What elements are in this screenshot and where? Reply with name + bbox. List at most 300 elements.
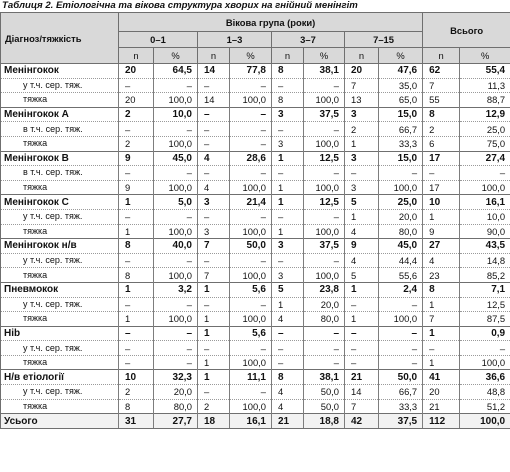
count-cell: 3 [272,268,304,283]
percent-cell: – [230,122,272,137]
percent-cell: 12,5 [460,297,510,312]
count-cell: 8 [423,282,460,297]
count-cell: 1 [272,151,304,166]
percent-cell: 5,6 [230,326,272,341]
sub-row [1,385,510,400]
count-cell: 55 [423,93,460,108]
percent-cell: 55,6 [379,268,423,283]
percent-cell: 20,0 [154,385,198,400]
count-cell: – [198,341,230,356]
percent-cell: 100,0 [230,180,272,195]
count-cell: 1 [345,209,379,224]
percent-cell: 100,0 [154,136,198,151]
count-cell: 3 [272,107,304,122]
percent-cell: 100,0 [154,224,198,239]
percent-cell: 12,9 [460,107,510,122]
percent-cell: 40,0 [154,239,198,254]
percent-cell: 37,5 [304,107,345,122]
percent-cell: 80,0 [304,312,345,327]
percent-cell: 100,0 [154,312,198,327]
percent-cell: 25,0 [379,195,423,210]
percent-cell: 100,0 [230,93,272,108]
sub-row [1,122,510,137]
count-cell: – [423,341,460,356]
n-header: n [198,48,230,64]
count-cell: 1 [198,326,230,341]
severity-label: тяжка [1,180,119,195]
count-cell: 8 [119,239,154,254]
count-cell: 1 [272,224,304,239]
total-column-header: Всього [423,13,510,48]
count-cell: 1 [345,312,379,327]
severity-label: тяжка [1,268,119,283]
table-caption: Таблиця 2. Етіологічна та вікова структура хворих на гнійний менінгіт [2,0,358,11]
count-cell: 9 [345,239,379,254]
percent-cell: 100,0 [230,399,272,414]
count-cell: 7 [345,399,379,414]
count-cell: – [345,326,379,341]
count-cell: 42 [345,414,379,429]
severity-label: у т.ч. сер. тяж. [1,78,119,93]
percent-cell: 100,0 [304,268,345,283]
percent-cell: 44,4 [379,253,423,268]
percent-cell: 50,0 [304,399,345,414]
percent-cell: 5,6 [230,282,272,297]
percent-cell: 100,0 [230,224,272,239]
count-cell: – [198,385,230,400]
percent-cell: 100,0 [230,312,272,327]
percent-cell: – [379,355,423,370]
percent-cell: – [230,385,272,400]
count-cell: 4 [198,180,230,195]
percent-cell: 12,5 [304,195,345,210]
sub-row [1,341,510,356]
percent-cell: 75,0 [460,136,510,151]
percent-cell: 100,0 [230,268,272,283]
count-cell: 1 [345,282,379,297]
percent-cell: 90,0 [460,224,510,239]
count-cell: 2 [119,385,154,400]
diagnosis-row [1,282,510,297]
count-cell: – [272,122,304,137]
count-cell: 1 [198,370,230,385]
age-group-1-3: 1–3 [198,32,272,48]
percent-cell: 15,0 [379,151,423,166]
count-cell: 4 [272,385,304,400]
percent-cell: – [379,297,423,312]
count-cell: – [198,78,230,93]
count-cell: 1 [423,326,460,341]
severity-label: у т.ч. сер. тяж. [1,385,119,400]
percent-cell: 80,0 [154,399,198,414]
count-cell: 1 [272,297,304,312]
diagnosis-label: Н/в етіології [1,370,119,385]
severity-label: у т.ч. сер. тяж. [1,253,119,268]
count-cell: – [345,355,379,370]
count-cell: 3 [345,107,379,122]
percent-cell: – [304,355,345,370]
count-cell: 1 [198,355,230,370]
percent-cell: – [154,166,198,181]
percent-cell: – [379,341,423,356]
count-cell: 23 [423,268,460,283]
percent-cell: 45,0 [379,239,423,254]
count-cell: – [119,341,154,356]
count-cell: 2 [119,107,154,122]
diagnosis-row [1,64,510,79]
percent-cell: – [230,78,272,93]
percent-cell: 48,8 [460,385,510,400]
percent-cell: 27,7 [154,414,198,429]
count-cell: 4 [198,151,230,166]
percent-header: % [230,48,272,64]
percent-cell: – [304,341,345,356]
count-cell: 1 [423,297,460,312]
count-cell: – [198,209,230,224]
percent-cell: 7,1 [460,282,510,297]
sub-row [1,209,510,224]
percent-cell: 12,5 [304,151,345,166]
percent-cell: 43,5 [460,239,510,254]
count-cell: 5 [272,282,304,297]
percent-cell: 21,4 [230,195,272,210]
percent-cell: – [304,78,345,93]
percent-cell: 33,3 [379,399,423,414]
percent-cell: 23,8 [304,282,345,297]
count-cell: 20 [119,64,154,79]
count-cell: 8 [119,399,154,414]
count-cell: 20 [345,64,379,79]
diagnosis-label: Пневмокок [1,282,119,297]
count-cell: 3 [345,151,379,166]
table-header [1,13,510,64]
percent-cell: 20,0 [304,297,345,312]
percent-cell: 32,3 [154,370,198,385]
percent-cell: 36,6 [460,370,510,385]
percent-header: % [304,48,345,64]
count-cell: 5 [345,268,379,283]
count-cell: – [119,326,154,341]
diagnosis-label: Менінгокок С [1,195,119,210]
percent-cell: 55,4 [460,64,510,79]
sub-row [1,253,510,268]
count-cell: – [198,253,230,268]
count-cell: – [272,78,304,93]
count-cell: – [272,341,304,356]
sub-row [1,312,510,327]
count-cell: 17 [423,180,460,195]
percent-header: % [460,48,510,64]
percent-cell: – [154,326,198,341]
percent-cell: 50,0 [379,370,423,385]
count-cell: 1 [198,312,230,327]
severity-label: тяжка [1,355,119,370]
severity-label: у т.ч. сер. тяж. [1,297,119,312]
count-cell: – [119,297,154,312]
percent-cell: 66,7 [379,122,423,137]
percent-cell: 27,4 [460,151,510,166]
percent-cell: 100,0 [304,224,345,239]
diagnosis-column-header: Діагноз/тяжкість [1,13,119,64]
diagnosis-label: Усього [1,414,119,429]
severity-label: тяжка [1,399,119,414]
percent-cell: – [230,136,272,151]
percent-cell: 100,0 [304,180,345,195]
percent-cell: 87,5 [460,312,510,327]
count-cell: 14 [198,93,230,108]
count-cell: – [198,166,230,181]
sub-row [1,180,510,195]
count-cell: 8 [272,370,304,385]
percent-cell: 100,0 [379,312,423,327]
count-cell: 8 [423,107,460,122]
percent-cell: 38,1 [304,370,345,385]
etiology-age-table [0,12,510,429]
count-cell: 1 [423,355,460,370]
percent-cell: – [154,297,198,312]
percent-cell: 37,5 [379,414,423,429]
count-cell: 1 [272,195,304,210]
count-cell: 4 [345,224,379,239]
count-cell: 13 [345,93,379,108]
count-cell: 4 [272,312,304,327]
count-cell: – [119,209,154,224]
sub-row [1,297,510,312]
sub-row [1,166,510,181]
count-cell: 7 [345,78,379,93]
percent-cell: 64,5 [154,64,198,79]
diagnosis-row [1,107,510,122]
percent-cell: – [304,326,345,341]
count-cell: 7 [423,78,460,93]
count-cell: – [345,297,379,312]
count-cell: 62 [423,64,460,79]
count-cell: 7 [423,312,460,327]
percent-cell: – [230,209,272,224]
severity-label: тяжка [1,93,119,108]
count-cell: – [119,166,154,181]
count-cell: 4 [423,253,460,268]
percent-cell: 100,0 [460,180,510,195]
percent-cell: – [230,341,272,356]
count-cell: – [119,122,154,137]
count-cell: 4 [345,253,379,268]
severity-label: в т.ч. сер. тяж. [1,166,119,181]
count-cell: 9 [119,151,154,166]
count-cell: 1 [198,282,230,297]
percent-cell: – [304,253,345,268]
percent-cell: 85,2 [460,268,510,283]
percent-cell: 88,7 [460,93,510,108]
sub-row [1,355,510,370]
percent-cell: 38,1 [304,64,345,79]
percent-cell: 18,8 [304,414,345,429]
severity-label: у т.ч. сер. тяж. [1,209,119,224]
count-cell: 20 [423,385,460,400]
count-cell: 3 [345,180,379,195]
percent-cell: – [379,326,423,341]
count-cell: 41 [423,370,460,385]
percent-cell: 100,0 [460,355,510,370]
sub-row [1,136,510,151]
count-cell: 3 [272,136,304,151]
age-group-7-15: 7–15 [345,32,423,48]
percent-cell: 100,0 [154,180,198,195]
count-cell: 17 [423,151,460,166]
count-cell: 18 [198,414,230,429]
count-cell: 2 [345,122,379,137]
diagnosis-row [1,195,510,210]
percent-cell: – [154,209,198,224]
percent-cell: – [154,355,198,370]
percent-cell: 100,0 [304,93,345,108]
diagnosis-row [1,151,510,166]
diagnosis-label: Менінгокок н/в [1,239,119,254]
percent-header: % [154,48,198,64]
severity-label: тяжка [1,312,119,327]
percent-cell: – [304,209,345,224]
severity-label: в т.ч. сер. тяж. [1,122,119,137]
percent-cell: – [304,122,345,137]
severity-label: у т.ч. сер. тяж. [1,341,119,356]
diagnosis-label: Менінгокок В [1,151,119,166]
percent-cell: 10,0 [154,107,198,122]
count-cell: 2 [198,399,230,414]
sub-row [1,78,510,93]
count-cell: 1 [119,195,154,210]
diagnosis-row [1,239,510,254]
percent-header: % [379,48,423,64]
percent-cell: 5,0 [154,195,198,210]
age-group-header: Вікова група (роки) [119,13,423,32]
count-cell: – [272,355,304,370]
total-row [1,414,510,429]
count-cell: – [119,355,154,370]
percent-cell: 50,0 [230,239,272,254]
percent-cell: 20,0 [379,209,423,224]
percent-cell: 16,1 [460,195,510,210]
percent-cell: 10,0 [460,209,510,224]
percent-cell: 100,0 [154,93,198,108]
table-body [1,64,510,429]
count-cell: 1 [345,136,379,151]
count-cell: – [272,166,304,181]
count-cell: 10 [119,370,154,385]
diagnosis-row [1,326,510,341]
percent-cell: 3,2 [154,282,198,297]
percent-cell: 100,0 [460,414,510,429]
percent-cell: – [154,78,198,93]
count-cell: 21 [272,414,304,429]
count-cell: 27 [423,239,460,254]
count-cell: – [272,253,304,268]
count-cell: 8 [272,93,304,108]
percent-cell: – [154,253,198,268]
percent-cell: 50,0 [304,385,345,400]
count-cell: – [272,209,304,224]
percent-cell: 28,6 [230,151,272,166]
percent-cell: 11,1 [230,370,272,385]
percent-cell: 100,0 [379,180,423,195]
percent-cell: – [154,122,198,137]
n-header: n [119,48,154,64]
percent-cell: – [230,253,272,268]
count-cell: 14 [345,385,379,400]
count-cell: 2 [423,122,460,137]
percent-cell: 15,0 [379,107,423,122]
diagnosis-label: Hib [1,326,119,341]
percent-cell: – [460,166,510,181]
percent-cell: – [460,341,510,356]
count-cell: – [198,122,230,137]
n-header: n [423,48,460,64]
age-group-3-7: 3–7 [272,32,345,48]
count-cell: 9 [119,180,154,195]
count-cell: 112 [423,414,460,429]
count-cell: 21 [345,370,379,385]
count-cell: – [345,341,379,356]
percent-cell: 80,0 [379,224,423,239]
percent-cell: 100,0 [230,355,272,370]
count-cell: 8 [272,64,304,79]
count-cell: 3 [272,239,304,254]
percent-cell: 66,7 [379,385,423,400]
count-cell: 14 [198,64,230,79]
percent-cell: 25,0 [460,122,510,137]
percent-cell: – [304,166,345,181]
percent-cell: 16,1 [230,414,272,429]
count-cell: 21 [423,399,460,414]
count-cell: – [198,107,230,122]
count-cell: – [272,326,304,341]
count-cell: 3 [198,195,230,210]
count-cell: – [198,297,230,312]
percent-cell: – [230,297,272,312]
count-cell: 31 [119,414,154,429]
percent-cell: 47,6 [379,64,423,79]
count-cell: – [345,166,379,181]
sub-row [1,268,510,283]
percent-cell: 33,3 [379,136,423,151]
diagnosis-row [1,370,510,385]
sub-row [1,93,510,108]
percent-cell: 37,5 [304,239,345,254]
count-cell: 6 [423,136,460,151]
n-header: n [345,48,379,64]
percent-cell: 100,0 [304,136,345,151]
count-cell: – [119,78,154,93]
percent-cell: – [230,107,272,122]
count-cell: – [198,136,230,151]
count-cell: 1 [119,224,154,239]
count-cell: 2 [119,136,154,151]
count-cell: 5 [345,195,379,210]
percent-cell: 65,0 [379,93,423,108]
count-cell: – [423,166,460,181]
count-cell: 7 [198,268,230,283]
percent-cell: 51,2 [460,399,510,414]
count-cell: 7 [198,239,230,254]
percent-cell: 45,0 [154,151,198,166]
percent-cell: 2,4 [379,282,423,297]
severity-label: тяжка [1,136,119,151]
count-cell: – [119,253,154,268]
count-cell: 20 [119,93,154,108]
n-header: n [272,48,304,64]
diagnosis-label: Менінгокок А [1,107,119,122]
age-group-0-1: 0–1 [119,32,198,48]
percent-cell: 77,8 [230,64,272,79]
